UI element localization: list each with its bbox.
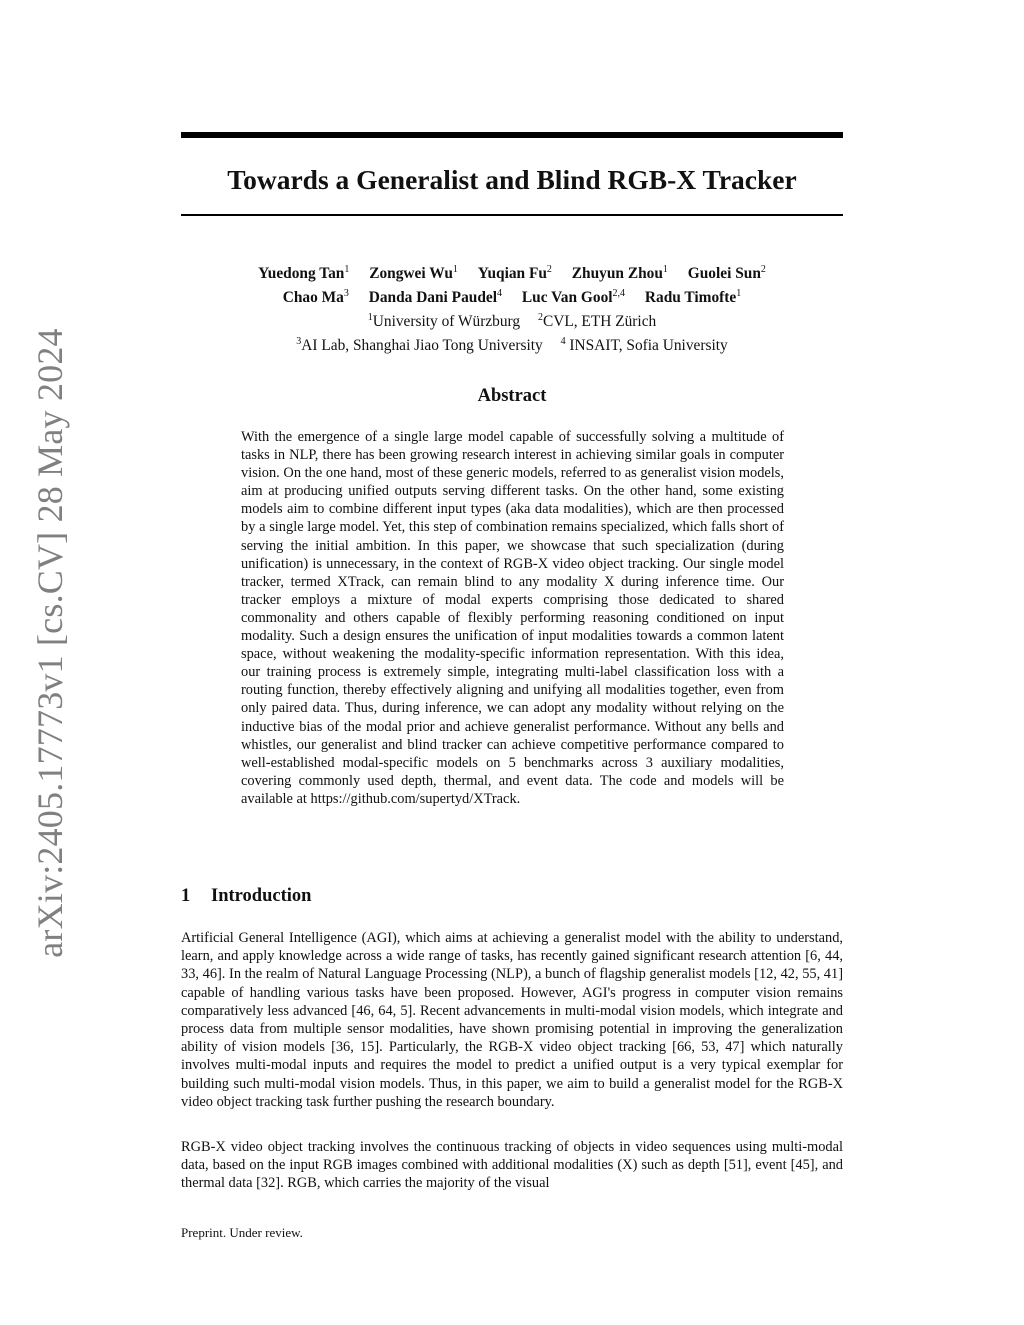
author: Yuedong Tan$^1$ — [258, 264, 350, 282]
affiliation-row-2 — [181, 332, 843, 356]
author: Danda Dani Paudel$^4$ — [368, 288, 503, 306]
section-heading — [181, 884, 843, 908]
author: Radu Timofte$^1$ — [644, 288, 742, 306]
author: Zhuyun Zhou$^1$ — [571, 264, 668, 282]
author-row-2 — [181, 284, 843, 308]
body-paragraph: RGB-X video object tracking involves the continuous tracking of objects in video sequences using multi-modal data, based on the input RGB images combined with additional modalities (X) such as depth [51], event [45], and thermal data [32]. RGB, which carries the majority of the visual — [181, 1139, 843, 1192]
author-row-1 — [181, 260, 843, 284]
title-top-rule — [181, 132, 843, 138]
body-paragraph: Artificial General Intelligence (AGI), which aims at achieving a generalist model with the ability to understand, learn, and apply knowledge across a wide range of tasks, has recently gained significant research attention [6, 44, 33, 46]. In the realm of Natural Language Processing (NLP), a bunch of flagship generalist models [12, 42, 55, 41] capable of handling various tasks have been proposed. However, AGI's progress in computer vision remains comparatively less advanced [46, 64, 5]. Recent advancements in multi-modal vision models, which integrate and process data from multiple sensor modalities, have shown promising potential in improving the generalization ability of vision models [36, 15]. Particularly, the RGB-X video object tracking [66, 53, 47] which naturally involves multi-modal inputs and requires the model to predict a unified output is a very typical exemplar for building such multi-modal vision models. Thus, in this paper, we aim to build a generalist model for the RGB-X video object tracking task further pushing the research boundary. — [181, 930, 843, 1110]
section-number: 1 — [181, 886, 191, 906]
arxiv-identifier[interactable]: arXiv:2405.17773v1 [cs.CV] 28 May 2024 — [30, 328, 70, 958]
footer-note: Preprint. Under review. — [181, 1225, 303, 1240]
author: Guolei Sun$^2$ — [687, 264, 766, 282]
author: Chao Ma$^3$ — [282, 288, 349, 306]
section-title: Introduction — [211, 886, 312, 906]
author: Luc Van Gool$^{2,4}$ — [521, 288, 626, 306]
paper-title: Towards a Generalist and Blind RGB-X Tracker — [227, 164, 797, 195]
affiliation-row-1 — [181, 308, 843, 332]
affiliation: $^2$CVL, ETH Zürich — [537, 312, 657, 330]
affiliation: $^1$University of Würzburg — [367, 312, 521, 330]
author: Zongwei Wu$^1$ — [369, 264, 458, 282]
title-bottom-rule — [181, 214, 843, 216]
affiliation: $^3$AI Lab, Shanghai Jiao Tong University — [296, 336, 543, 354]
abstract-heading: Abstract — [477, 386, 547, 406]
author-block — [181, 260, 843, 356]
abstract-text: With the emergence of a single large model capable of successfully solving a multitude of tasks in NLP, there has been growing research interest in achieving similar goals in computer vision. On the one hand, most of these generic models, referred to as generalist vision models, aim at producing unified outputs serving different tasks. On the other hand, some existing models aim to combine different input types (aka data modalities), which are then processed by a single large model. Yet, this step of combination remains specialized, which falls short of serving the initial ambition. In this paper, we showcase that such specialization (during unification) is unnecessary, in the context of RGB-X video object tracking. Our single model tracker, termed XTrack, can remain blind to any modality X during inference time. Our tracker employs a mixture of modal experts comprising those dedicated to shared commonality and others capable of flexibly performing reasoning conditioned on input modality. Such a design ensures the unification of input modalities towards a common latent space, without weakening the modality-specific information representation. With this idea, our training process is extremely simple, integrating multi-label classification loss with a routing function, thereby effectively aligning and unifying all modalities together, even from only paired data. Thus, during inference, we can adopt any modality without relying on the inductive bias of the modal prior and achieve generalist performance. Without any bells and whistles, our generalist and blind tracker can achieve competitive performance compared to well-established modal-specific models on 5 benchmarks across 3 auxiliary modalities, covering commonly used depth, thermal, and event data. The code and models will be available at https://github.com/supertyd/XTrack. — [241, 429, 784, 807]
author: Yuqian Fu$^2$ — [477, 264, 552, 282]
affiliation: $^4$ INSAIT, Sofia University — [560, 336, 728, 354]
